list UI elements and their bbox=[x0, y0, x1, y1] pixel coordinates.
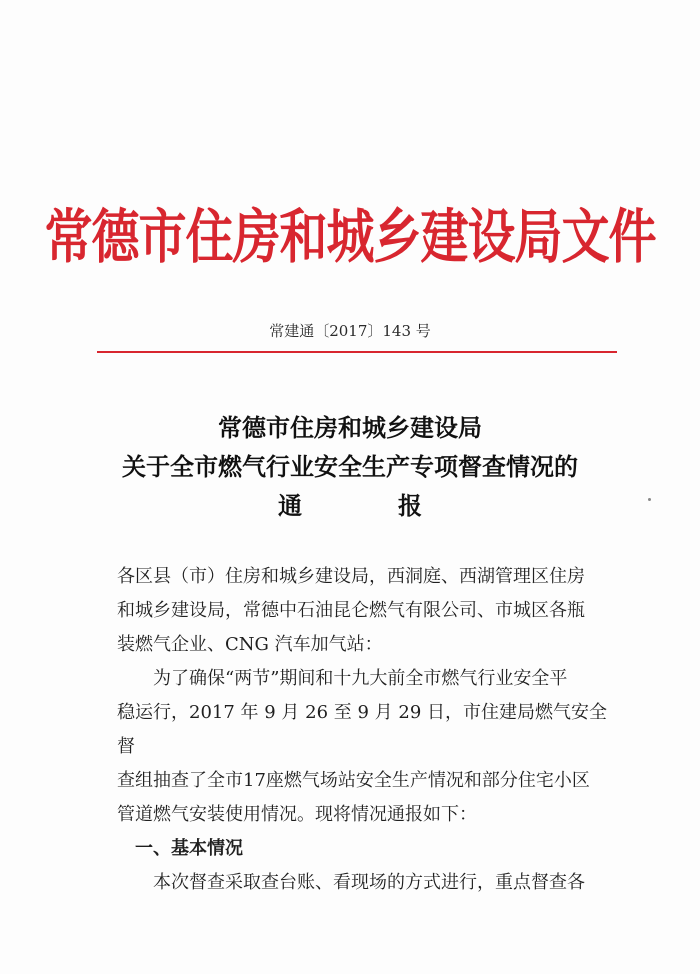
section-heading-basic-situation: 一、基本情况 bbox=[135, 838, 243, 859]
paragraph-1-line-4: 管道燃气安装使用情况。现将情况通报如下： bbox=[117, 804, 477, 825]
notice-title bbox=[0, 408, 700, 525]
red-separator-line bbox=[97, 351, 617, 353]
recipients-line-2: 和城乡建设局，常德中石油昆仑燃气有限公司、市城区各瓶 bbox=[117, 600, 585, 621]
notice-title-line-1: 常德市住房和城乡建设局 bbox=[218, 413, 482, 442]
issuer-header-title: 常德市住房和城乡建设局文件 bbox=[44, 203, 656, 272]
paragraph-1-line-3: 查组抽查了全市17座燃气场站安全生产情况和部分住宅小区 bbox=[117, 770, 590, 791]
paragraph-1-line-2: 稳运行，2017 年 9 月 26 至 9 月 29 日，市住建局燃气安全督 bbox=[117, 702, 608, 757]
paragraph-2-line-1: 本次督查采取查台账、看现场的方式进行，重点督查各 bbox=[153, 872, 585, 893]
document-number: 常建通〔2017〕143 号 bbox=[269, 322, 431, 340]
document-body bbox=[117, 560, 617, 900]
recipients-line-3: 装燃气企业、CNG 汽车加气站： bbox=[117, 634, 383, 655]
recipients-line-1: 各区县（市）住房和城乡建设局，西洞庭、西湖管理区住房 bbox=[117, 566, 585, 587]
notice-title-char-a: 通 bbox=[278, 491, 302, 520]
notice-title-line-2: 关于全市燃气行业安全生产专项督查情况的 bbox=[122, 452, 578, 481]
paragraph-1-line-1: 为了确保“两节”期间和十九大前全市燃气行业安全平 bbox=[153, 668, 568, 689]
notice-title-char-b: 报 bbox=[398, 491, 422, 520]
scan-speck bbox=[648, 498, 651, 501]
notice-title-line-3 bbox=[0, 486, 700, 525]
